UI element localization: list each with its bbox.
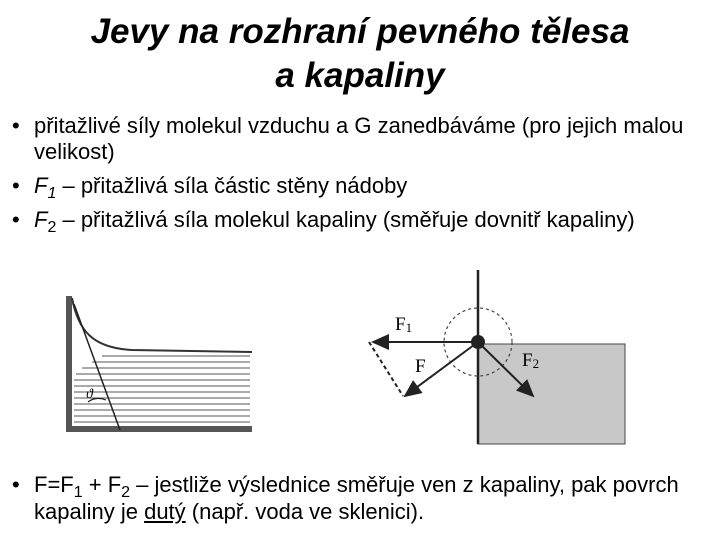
liquid-surface bbox=[72, 298, 252, 352]
label-f: F bbox=[415, 356, 426, 377]
force-symbol: F bbox=[34, 207, 48, 232]
equation-part: F=F bbox=[34, 472, 74, 497]
bullet-dot: • bbox=[12, 207, 20, 232]
force-subscript: 1 bbox=[73, 484, 83, 501]
bullet-text bbox=[34, 207, 712, 236]
bullet-item bbox=[12, 207, 712, 236]
bullet-dot: • bbox=[12, 472, 20, 497]
vessel-sketch bbox=[62, 290, 252, 440]
underlined-word: dutý bbox=[144, 499, 186, 524]
label-f2: F2 bbox=[522, 350, 540, 371]
label-f1: F1 bbox=[395, 314, 413, 335]
title-line-1: Jevy na rozhraní pevného tělesa bbox=[90, 12, 630, 51]
bullet-item bbox=[12, 471, 718, 525]
bullet-text: přitažlivé síly molekul vzduchu a G zanedbáváme (pro jejich malou velikost) bbox=[34, 113, 684, 164]
bullet-description: – přitažlivá síla molekul kapaliny (směřuje dovnitř kapaliny) bbox=[56, 207, 635, 232]
bullet-description: – přitažlivá síla částic stěny nádoby bbox=[56, 173, 408, 198]
force-subscript: 1 bbox=[47, 185, 57, 202]
liquid-hatching bbox=[74, 356, 250, 422]
force-diagram bbox=[355, 268, 635, 448]
vessel-wall bbox=[66, 296, 72, 432]
bullet-dot: • bbox=[12, 173, 20, 198]
force-subscript: 2 bbox=[121, 484, 131, 501]
force-symbol: F bbox=[34, 173, 48, 198]
angle-symbol: ϑ bbox=[86, 387, 93, 402]
liquid-region bbox=[478, 344, 625, 444]
bullet-description: – jestliže výslednice směřuje ven z kapaliny, pak povrch kapaliny je bbox=[34, 472, 679, 524]
bullet-dot: • bbox=[12, 113, 20, 138]
vessel-bottom bbox=[66, 426, 252, 432]
force-subscript: 2 bbox=[47, 219, 57, 236]
tangent-line bbox=[74, 304, 120, 430]
bullet-text bbox=[34, 173, 712, 202]
bullet-list bbox=[12, 113, 712, 241]
title-line-2: a kapaliny bbox=[275, 56, 445, 95]
bullet-item bbox=[12, 113, 712, 165]
bullet-description-end: (např. voda ve sklenici). bbox=[185, 499, 425, 524]
bottom-bullet bbox=[12, 471, 718, 533]
bullet-text bbox=[34, 471, 718, 525]
slide-title bbox=[0, 10, 720, 98]
dashed-helper-1 bbox=[369, 342, 403, 396]
bullet-item bbox=[12, 173, 712, 202]
equation-part: + F bbox=[82, 472, 122, 497]
